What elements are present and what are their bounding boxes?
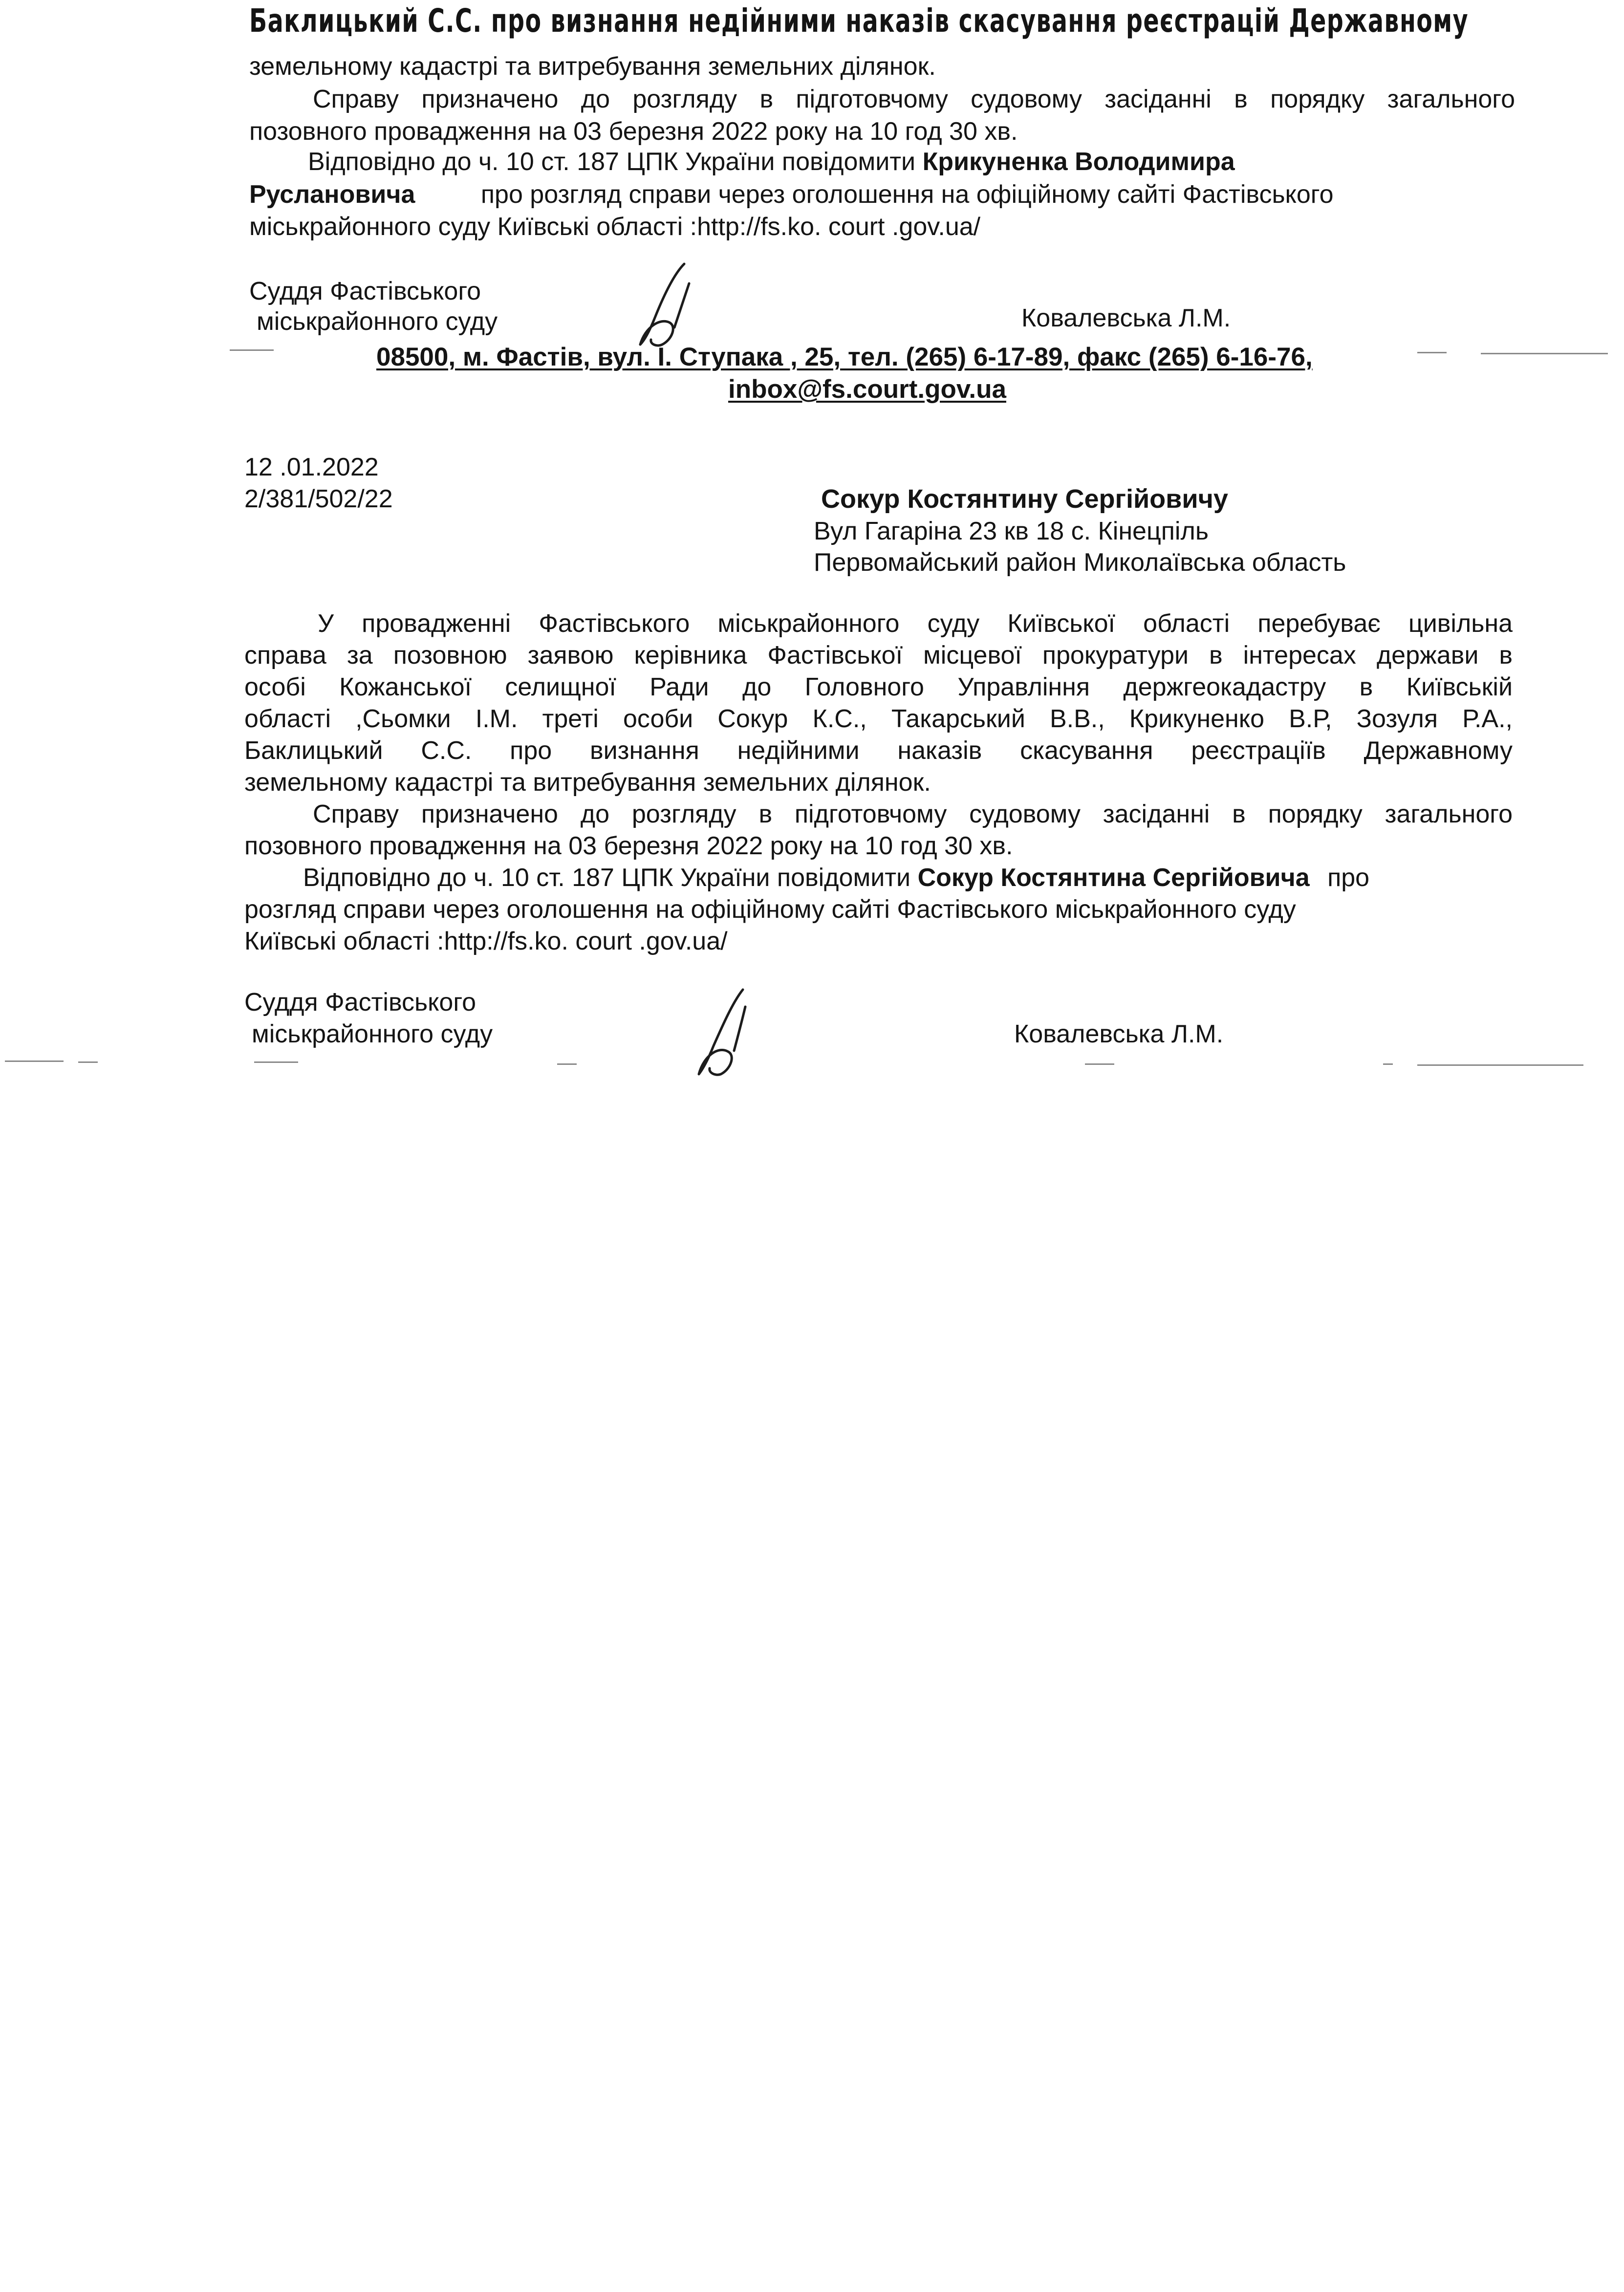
signature-mark [616, 254, 714, 352]
body-line: Баклицький С.С. про визнання недійними наказів скасування реєстраціїв Державному [244, 736, 1513, 765]
judge-name: Ковалевська Л.М. [1014, 1020, 1224, 1048]
judge-title-a: Суддя Фастівського [244, 988, 476, 1016]
notice1-judge-title-b: міськрайонного суду [257, 307, 498, 336]
notice1-line2: земельному кадастрі та витребування земельних ділянок. [249, 52, 936, 81]
body-line: У провадженні Фастівського міськрайонного суду Київської області перебуває цивільна [318, 609, 1513, 638]
recipient-street: Вул Гагаріна 23 кв 18 с. Кінецпіль [814, 517, 1209, 545]
notice1-notify-post: про розгляд справи через оголошення на офіційному сайті Фастівського [480, 180, 1334, 209]
body-line: Справу призначено до розгляду в підготовчому судовому засіданні в порядку загального [313, 800, 1513, 828]
document-reference: 2/381/502/22 [244, 485, 393, 513]
body-line: особі Кожанської селищної Ради до Головного Управління держгеокадастру в Київській [244, 673, 1513, 701]
letterhead-email: inbox@fs.court.gov.ua [728, 375, 1006, 404]
body-line: земельному кадастрі та витребування земельних ділянок. [244, 768, 931, 797]
document-date: 12 .01.2022 [244, 453, 379, 481]
scan-dash [1481, 353, 1608, 354]
body-notify-post: про [1327, 864, 1370, 892]
body-notify-pre: Відповідно до ч. 10 ст. 187 ЦПК України повідомити [303, 864, 911, 892]
signature-mark [670, 982, 767, 1080]
notice1-hearing-b: позовного провадження на 03 березня 2022 року на 10 год 30 хв. [249, 117, 1018, 146]
scan-dash [1085, 1063, 1114, 1065]
scan-dash [254, 1061, 298, 1063]
scan-dash [78, 1061, 98, 1063]
body-line: Київські області :http://fs.ko. court .gov.ua/ [244, 927, 728, 955]
body-notify-line [303, 863, 1369, 893]
body-notify-name: Сокур Костянтина Сергійовича [917, 864, 1310, 892]
scan-dash [1417, 1064, 1583, 1066]
recipient-region: Первомайський район Миколаївська область [814, 548, 1346, 577]
notice1-notify-name-b: Руслановича [249, 180, 415, 209]
body-line: позовного провадження на 03 березня 2022 року на 10 год 30 хв. [244, 832, 1013, 860]
scan-dash [557, 1063, 577, 1065]
notice1-notify-pre: Відповідно до ч. 10 ст. 187 ЦПК України повідомити [308, 148, 916, 176]
notice1-hearing-a: Справу призначено до розгляду в підготовчому судовому засіданні в порядку загального [313, 85, 1515, 113]
judge-title-b: міськрайонного суду [252, 1020, 493, 1048]
scan-dash [1417, 352, 1447, 353]
top-line: Баклицький С.С. про визнання недійними наказів скасування реєстрацій Державному [249, 2, 1469, 40]
recipient-name: Сокур Костянтину Сергійовичу [821, 484, 1228, 514]
body-line: розгляд справи через оголошення на офіційному сайті Фастівського міськрайонного суду [244, 895, 1296, 924]
notice1-notify-tail: міськрайонного суду Київські області :http://fs.ko. court .gov.ua/ [249, 213, 981, 241]
scan-dash [230, 349, 274, 351]
letterhead-address: 08500, м. Фастів, вул. І. Ступака , 25, тел. (265) 6-17-89, факс (265) 6-16-76, [376, 343, 1313, 371]
body-line: області ,Сьомки І.М. треті особи Сокур К.С., Такарський В.В., Крикуненко В.Р, Зозуля Р.А., [244, 705, 1513, 733]
scan-dash [5, 1060, 64, 1062]
scan-dash [1383, 1063, 1393, 1065]
notice1-notify [308, 147, 1235, 177]
notice1-judge-title-a: Суддя Фастівського [249, 277, 481, 305]
notice1-notify-name-a: Крикуненка Володимира [922, 148, 1235, 176]
body-line: справа за позовною заявою керівника Фастівської місцевої прокуратури в інтересах держави в [244, 641, 1513, 670]
notice1-notify-line2 [249, 179, 1334, 210]
notice1-judge-name: Ковалевська Л.М. [1021, 304, 1231, 332]
